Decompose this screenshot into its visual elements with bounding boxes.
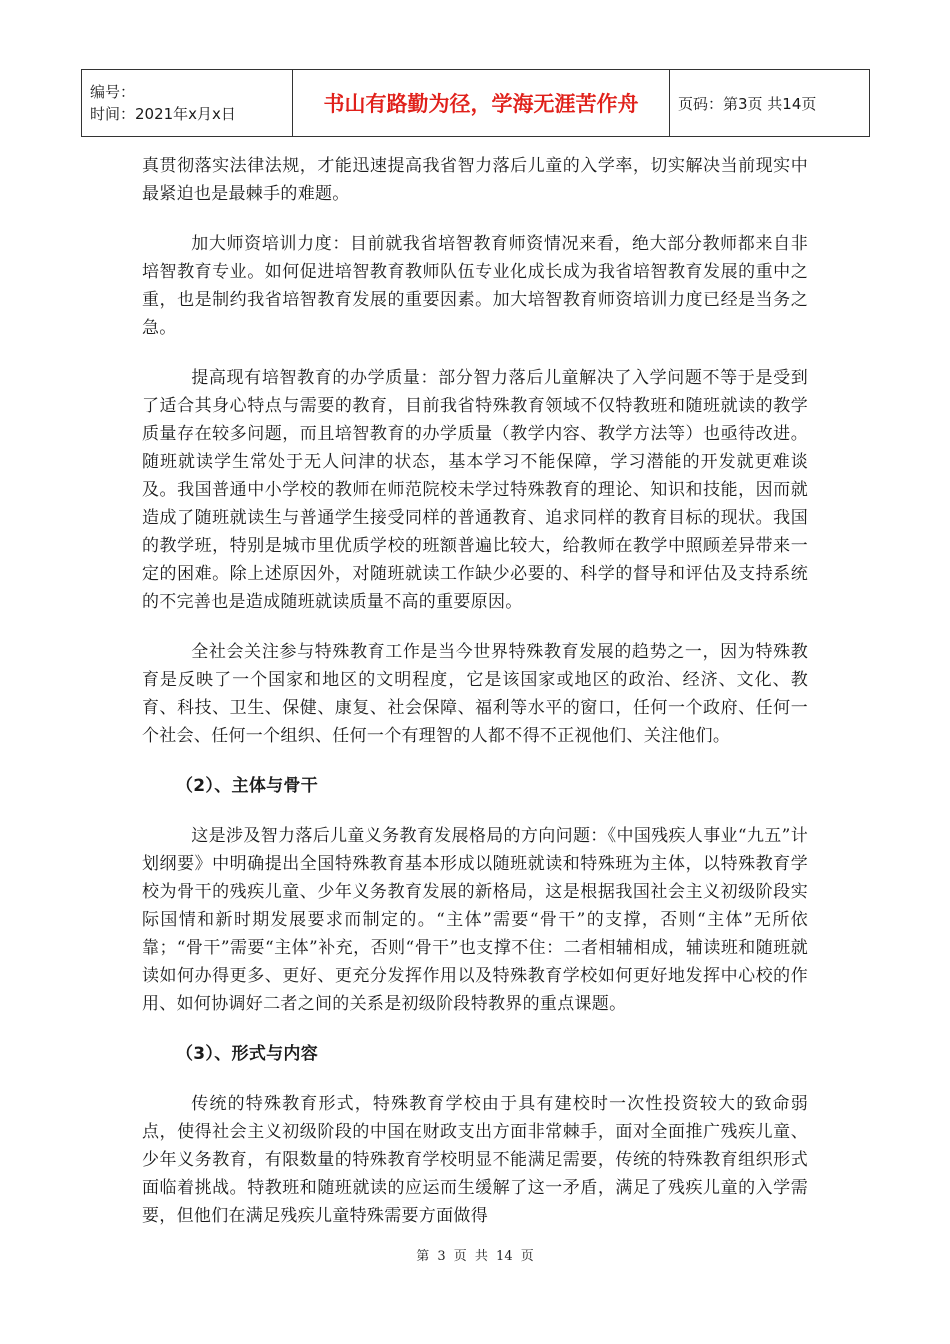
body-paragraph: 这是涉及智力落后儿童义务教育发展格局的方向问题：《中国残疾人事业“九五”计划纲要》中明确提出全国特殊教育基本形成以随班就读和特殊班为主体，以特殊教育学校为骨干的残疾儿童、少年义务教育发展的新格局，这是根据我国社会主义初级阶段实际国情和新时期发展要求而制定的。“主体”需要“骨干”的支撑，否则“主体”无所依靠；“骨干”需要“主体”补充，否则“骨干”也支撑不住：二者相辅相成，辅读班和随班就读如何办得更多、更好、更充分发挥作用以及特殊教育学校如何更好地发挥中心校的作用、如何协调好二者之间的关系是初级阶段特教界的重点课题。 (142, 826, 808, 1014)
page-footer: 第 3 页 共 14 页 (416, 1249, 534, 1264)
header-motto: 书山有路勤为径，学海无涯苦作舟 (293, 70, 670, 137)
body-paragraph: 全社会关注参与特殊教育工作是当今世界特殊教育发展的趋势之一，因为特殊教育是反映了一个国家和地区的文明程度，它是该国家或地区的政治、经济、文化、教育、科技、卫生、保健、康复、社会保障、福利等水平的窗口，任何一个政府、任何一个社会、任何一个组织、任何一个有理智的人都不得不正视他们、关注他们。 (142, 642, 808, 746)
body-paragraph: 提高现有培智教育的办学质量：部分智力落后儿童解决了入学问题不等于是受到了适合其身心特点与需要的教育，目前我省特殊教育领域不仅特教班和随班就读的教学质量存在较多问题，而且培智教育的办学质量（教学内容、教学方法等）也亟待改进。随班就读学生常处于无人问津的状态，基本学习不能保障，学习潜能的开发就更难谈及。我国普通中小学校的教师在师范院校未学过特殊教育的理论、知识和技能，因而就造成了随班就读生与普通学生接受同样的普通教育、追求同样的教育目标的现状。我国的教学班，特别是城市里优质学校的班额普遍比较大，给教师在教学中照顾差异带来一定的困难。除上述原因外，对随班就读工作缺少必要的、科学的督导和评估及支持系统的不完善也是造成随班就读质量不高的重要原因。 (142, 368, 808, 612)
header-page-info: 页码：第3页 共14页 (670, 70, 870, 137)
header-meta-cell (82, 70, 293, 137)
body-paragraph: 真贯彻落实法律法规，才能迅速提高我省智力落后儿童的入学率，切实解决当前现实中最紧迫也是最棘手的难题。 (142, 156, 808, 204)
header-number-label: 编号： (90, 83, 136, 101)
section-heading: （2）、主体与骨干 (176, 776, 319, 796)
document-body (142, 152, 808, 1230)
section-heading: （3）、形式与内容 (176, 1044, 319, 1064)
document-header (81, 69, 870, 137)
body-paragraph: 加大师资培训力度：目前就我省培智教育师资情况来看，绝大部分教师都来自非培智教育专业。如何促进培智教育教师队伍专业化成长成为我省培智教育发展的重中之重，也是制约我省培智教育发展的重要因素。加大培智教育师资培训力度已经是当务之急。 (142, 234, 808, 338)
body-paragraph: 传统的特殊教育形式，特殊教育学校由于具有建校时一次性投资较大的致命弱点，使得社会主义初级阶段的中国在财政支出方面非常棘手，面对全面推广残疾儿童、少年义务教育，有限数量的特殊教育学校明显不能满足需要，传统的特殊教育组织形式面临着挑战。特教班和随班就读的应运而生缓解了这一矛盾，满足了残疾儿童的入学需要，但他们在满足残疾儿童特殊需要方面做得 (142, 1094, 808, 1226)
header-date-label: 时间：2021年x月x日 (90, 105, 236, 123)
